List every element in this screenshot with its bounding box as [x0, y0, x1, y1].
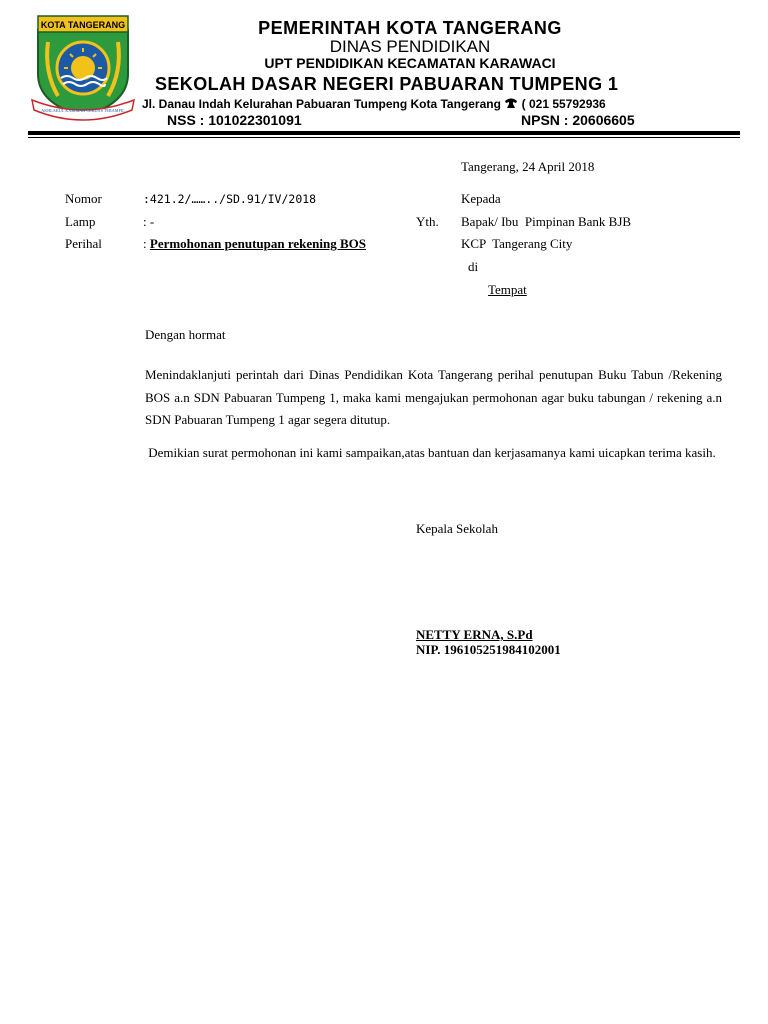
recipient-di: di — [468, 259, 479, 274]
header-phone: ( 021 55792936 — [521, 97, 606, 111]
meta-value-lamp: : - — [143, 214, 155, 229]
header-nss: NSS : 101022301091 — [167, 112, 302, 128]
header-address: Jl. Danau Indah Kelurahan Pabuaran Tumpeng Kota Tangerang — [142, 97, 501, 111]
header-department: DINAS PENDIDIKAN — [329, 37, 491, 56]
recipient-kepada: Kepada — [461, 191, 501, 206]
header-address-row — [142, 97, 606, 112]
header-upt: UPT PENDIDIKAN KECAMATAN KARAWACI — [264, 55, 556, 71]
recipient-name: Bapak/ Ibu Pimpinan Bank BJB — [461, 214, 632, 229]
meta-label-nomor: Nomor — [65, 191, 102, 206]
closing-title: Kepala Sekolah — [416, 521, 498, 536]
body-paragraph-1: Menindaklanjuti perintah dari Dinas Pendidikan Kota Tangerang perihal penutupan Buku Tabun /Rekening BOS a.n SDN Pabuaran Tumpeng 1, maka kami mengajukan permohonan agar buku tabungan / rekening a.n SDN Pabuaran Tumpeng 1 agar segera ditutup. — [145, 367, 722, 427]
logo-motto: AKHLAKUL KARIMAH CERDAS TERAMPIL — [41, 108, 125, 113]
header-npsn: NPSN : 20606605 — [521, 112, 635, 128]
phone-icon — [504, 97, 518, 112]
recipient-yth: Yth. — [416, 214, 439, 229]
meta-label-lamp: Lamp — [65, 214, 96, 229]
meta-label-perihal: Perihal — [65, 236, 102, 251]
header-divider-thin — [28, 137, 740, 138]
body-paragraph-2: Demikian surat permohonan ini kami sampaikan,atas bantuan dan kerjasamanya kami uicapkan terima kasih. — [145, 445, 716, 460]
recipient-tempat: Tempat — [488, 282, 527, 297]
logo-text: KOTA TANGERANG — [40, 20, 126, 30]
signer-name: NETTY ERNA, S.Pd — [416, 627, 533, 642]
header-school-name: SEKOLAH DASAR NEGERI PABUARAN TUMPENG 1 — [155, 74, 619, 94]
header-government: PEMERINTAH KOTA TANGERANG — [258, 18, 562, 38]
signer-nip: NIP. 196105251984102001 — [416, 642, 561, 657]
meta-value-nomor: :421.2/……../SD.91/IV/2018 — [143, 192, 317, 206]
perihal-subject: Permohonan penutupan rekening BOS — [149, 236, 366, 251]
header-divider-thick — [28, 131, 740, 135]
recipient-branch: KCP Tangerang City — [461, 236, 573, 251]
perihal-colon: : — [143, 236, 150, 251]
letter-date: Tangerang, 24 April 2018 — [461, 159, 595, 174]
city-logo — [28, 12, 138, 122]
meta-value-perihal — [143, 236, 366, 252]
greeting: Dengan hormat — [145, 327, 226, 342]
